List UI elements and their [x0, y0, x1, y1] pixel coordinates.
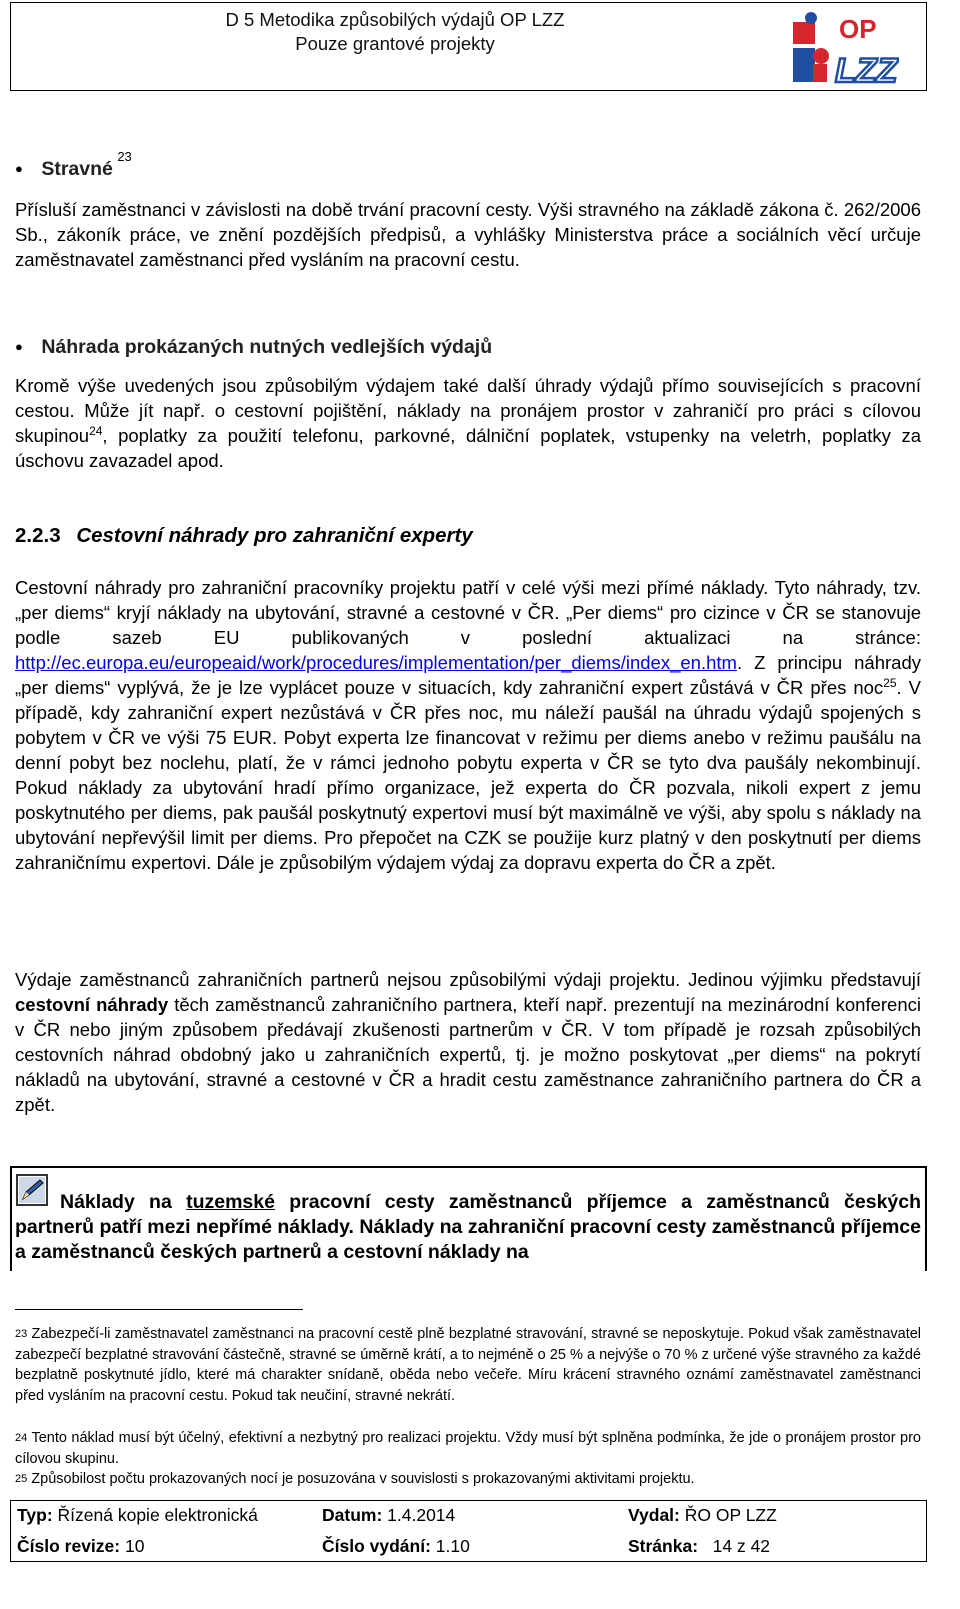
- footer-datum: [322, 1505, 455, 1526]
- bullet-nahrada: ● Náhrada prokázaných nutných vedlejších výdajů: [15, 336, 493, 358]
- partners-text-a: Výdaje zaměstnanců zahraničních partnerů nejsou způsobilými výdaji projektu. Jedinou výjimku představují: [15, 969, 921, 990]
- footnote-24: [15, 1428, 921, 1469]
- section-number: 2.2.3: [15, 524, 61, 547]
- section-title: Cestovní náhrady pro zahraniční experty: [76, 524, 473, 547]
- svg-text:LZZ: LZZ: [835, 52, 898, 86]
- experts-text-a: Cestovní náhrady pro zahraniční pracovníky projektu patří v celé výši mezi přímé náklady. Tyto náhrady, tzv. „per diems“ kryjí náklady na ubytování, stravné a cestovné v ČR. „Per diems“ pro cizince v ČR se stanovuje podle sazeb EU publikovaných v poslední aktualizaci na stránce:: [15, 577, 921, 648]
- per-diems-link[interactable]: http://ec.europa.eu/europeaid/work/procedures/implementation/per_diems/index_en.htm: [15, 652, 737, 673]
- footer-vydal: [628, 1505, 777, 1526]
- bullet-stravne: ● Stravné $^{23}$: [15, 148, 132, 180]
- document-subtitle: Pouze grantové projekty: [295, 33, 495, 54]
- nahrada-text-a: Kromě výše uvedených jsou způsobilým výdajem také další úhrady výdajů přímo souvisejících s pracovní cestou. Může jít např. o cestovní pojištění, náklady na pronájem prostor v zahraničí pro práci s cílovou skupinou: [15, 375, 921, 446]
- note-text-a: Náklady na: [60, 1191, 172, 1213]
- footer-revize: [17, 1536, 144, 1557]
- footer-label: Číslo vydání:: [322, 1536, 431, 1556]
- footer-label: Datum:: [322, 1505, 383, 1525]
- partners-bold: cestovní náhrady: [15, 994, 169, 1015]
- footnote-23: [15, 1324, 921, 1406]
- footer-stranka: [628, 1536, 770, 1557]
- footer-value: Řízená kopie elektronická: [57, 1505, 258, 1525]
- footnote-number: 25: [15, 1473, 28, 1485]
- footnote-text: Způsobilost počtu prokazovaných nocí je posuzována v souvislosti s prokazovanými aktivitami projektu.: [31, 1471, 695, 1487]
- footnote-ref: 24: [89, 423, 103, 438]
- footer-value: 10: [124, 1536, 145, 1556]
- note-text-b: pracovní cesty zaměstnanců příjemce a zaměstnanců českých partnerů patří mezi nepřímé náklady. Náklady na zahraniční pracovní cesty zaměstnanců příjemce a zaměstnanců českých partnerů a cestovní náklady na: [15, 1191, 922, 1263]
- nahrada-heading: Náhrada prokázaných nutných vedlejších výdajů: [41, 336, 493, 358]
- footer-value: ŘO OP LZZ: [684, 1505, 777, 1525]
- stravne-heading: Stravné: [41, 158, 113, 180]
- footnote-ref: 25: [883, 675, 897, 690]
- note-box: [10, 1166, 927, 1271]
- footer-vydani: [322, 1536, 470, 1557]
- svg-text:OP: OP: [839, 14, 877, 44]
- footer-value: 1.4.2014: [387, 1505, 456, 1525]
- footnote-number: 23: [15, 1328, 28, 1340]
- footer-label: Číslo revize:: [17, 1536, 121, 1556]
- footer-label: Vydal:: [628, 1505, 680, 1525]
- experts-text-c: . V případě, kdy zahraniční expert nezůstává v ČR přes noc, mu náleží paušál na úhradu výdajů spojených s pobytem v ČR ve výši 75 EUR. Pobyt experta lze financovat v režimu per diems anebo v režimu paušálu na denní pobyt bez noclehu, platí, že v rámci jednoho pobytu experta v ČR se tyto dva paušály nekombinují. Pokud náklady za ubytování hradí přímo organizace, jež experta do ČR pozvala, nikoli expert z jemu poskytnutého per diems, pak paušál poskytnutý expertovi musí být maximálně ve výši, aby spolu s náklady na ubytování nepřevýšil limit per diems. Pro přepočet na CZK se použije kurz platný v den poskytnutí per diems zahraničnímu expertovi. Dále je způsobilým výdajem výdaj za dopravu experta do ČR a zpět.: [15, 677, 921, 873]
- footnote-text: Tento náklad musí být účelný, efektivní a nezbytný pro realizaci projektu. Vždy musí být splněna podmínka, že jde o pronájem prostor pro cílovou skupinu.: [15, 1430, 921, 1467]
- stravne-paragraph: Přísluší zaměstnanci v závislosti na době trvání pracovní cesty. Výši stravného na základě zákona č. 262/2006 Sb., zákoník práce, ve znění pozdějších předpisů, a vyhlášky Ministerstva práce a sociálních věcí určuje zaměstnavatel zaměstnanci před vysláním na pracovní cestu.: [15, 199, 921, 270]
- experts-paragraph: [15, 575, 921, 875]
- footer-value: 1.10: [435, 1536, 470, 1556]
- footnote-text: Zabezpečí-li zaměstnavatel zaměstnanci na pracovní cestě plně bezplatné stravování, stravné se neposkytuje. Pokud však zaměstnavatel zabezpečí bezplatné stravování částečně, stravné se úměrně krátí, a to nejméně o 25 % a nejvýše o 70 % z určené výše stravného za každé bezplatně poskytnuté jídlo, které má charakter snídaně, oběda nebo večeře. Míru krácení stravného oznámí zaměstnavatel zaměstnanci před vysláním na pracovní cestu. Pokud tak neučiní, stravné nekrátí.: [15, 1326, 922, 1404]
- footnote-separator: [15, 1309, 303, 1310]
- partners-text-b: těch zaměstnanců zahraničního partnera, kteří např. prezentují na mezinárodní konferenci v ČR nebo jiným způsobem předávají zkušenosti partnerům v ČR. V tom případě je rozsah způsobilých cestovních náhrad obdobný jako u zahraničních expertů, tj. je možno poskytovat „per diems“ na pokrytí nákladů na ubytování, stravné a cestovné v ČR a hradit cestu zaměstnance zahraničního partnera do ČR a zpět.: [15, 994, 921, 1115]
- page-footer: [10, 1500, 927, 1562]
- footer-typ: [17, 1505, 258, 1526]
- nahrada-paragraph: [15, 373, 921, 473]
- footnote-25: [15, 1469, 921, 1490]
- experts-text-b: . Z principu náhrady „per diems“ vyplývá, že je lze vyplácet pouze v situacích, kdy zahraniční expert zůstává v ČR přes noc: [15, 652, 921, 698]
- note-text: [15, 1190, 921, 1265]
- section-heading-223: [15, 524, 473, 548]
- partners-paragraph: [15, 967, 921, 1117]
- footer-label: Typ:: [17, 1505, 53, 1525]
- op-lzz-logo: [787, 8, 899, 86]
- note-underlined: tuzemské: [186, 1191, 275, 1213]
- nahrada-text-b: , poplatky za použití telefonu, parkovné, dálniční poplatek, vstupenky na veletrh, poplatky za úschovu zavazadel apod.: [15, 425, 921, 471]
- footnote-number: 24: [15, 1432, 28, 1444]
- footer-value: 14 z 42: [712, 1536, 771, 1556]
- document-title: D 5 Metodika způsobilých výdajů OP LZZ: [225, 9, 565, 30]
- footer-label: Stránka:: [628, 1536, 699, 1556]
- footnote-ref: 23: [117, 148, 132, 164]
